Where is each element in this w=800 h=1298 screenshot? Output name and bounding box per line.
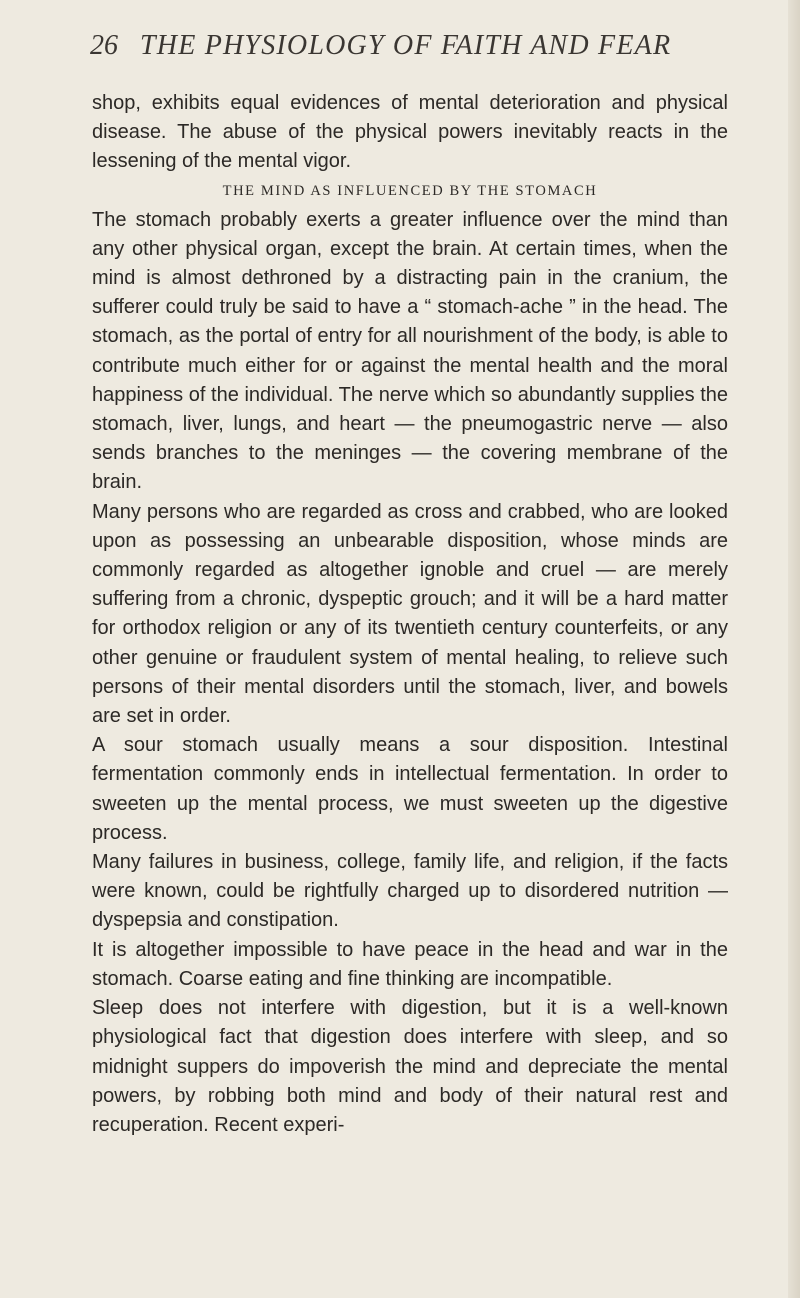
paragraph: It is altogether impossible to have peace in the head and war in the stomach. Coarse eating and fine thinking are incompatible. — [92, 938, 728, 990]
body-text — [92, 89, 728, 1140]
paragraph: Sleep does not interfere with digestion, but it is a well-known physiological fact that digestion does interfere with sleep, and so midnight suppers do impoverish the mind and depreciate the mental powers, by robbing both mind and body of their natural rest and recuperation. Recent experi- — [92, 997, 728, 1136]
page-number: 26 — [90, 30, 118, 61]
paragraph-continuation: shop, exhibits equal evidences of mental deterioration and physical disease. The abuse of the physical powers inevitably reacts in the lessening of the mental vigor. — [92, 92, 728, 173]
paragraph: Many persons who are regarded as cross and crabbed, who are looked upon as possessing an unbearable disposition, whose minds are commonly regarded as altogether ignoble and cruel — are merely suffering from a chronic, dyspeptic grouch; and it will be a hard matter for orthodox religion or any of its twentieth century counterfeits, or any other genuine or fraudulent system of mental healing, to relieve such persons of their mental disorders until the stomach, liver, and bowels are set in order. — [92, 500, 728, 728]
section-heading: THE MIND AS INFLUENCED BY THE STOMACH — [222, 182, 598, 199]
paragraph: The stomach probably exerts a greater influence over the mind than any other physical organ, except the brain. At certain times, when the mind is almost dethroned by a distracting pain in the cranium, the sufferer could truly be said to have a “ stomach-ache ” in the head. The stomach, as the portal of entry for all nourishment of the body, is able to contribute much either for or against the mental health and the moral happiness of the individual. The nerve which so abundantly supplies the stomach, liver, lungs, and heart — the pneumogastric nerve — also sends branches to the meninges — the covering membrane of the brain. — [92, 208, 728, 494]
running-title: THE PHYSIOLOGY OF FAITH AND FEAR — [140, 30, 672, 61]
paragraph: Many failures in business, college, family life, and religion, if the facts were known, could be rightfully charged up to disordered nutrition — dyspepsia and constipation. — [92, 851, 728, 932]
page-header — [90, 30, 710, 70]
paragraph: A sour stomach usually means a sour disposition. Intestinal fermentation commonly ends in intellectual fermentation. In order to sweeten up the mental process, we must sweeten up the digestive process. — [92, 734, 728, 844]
page-edge-shadow — [788, 0, 800, 1298]
